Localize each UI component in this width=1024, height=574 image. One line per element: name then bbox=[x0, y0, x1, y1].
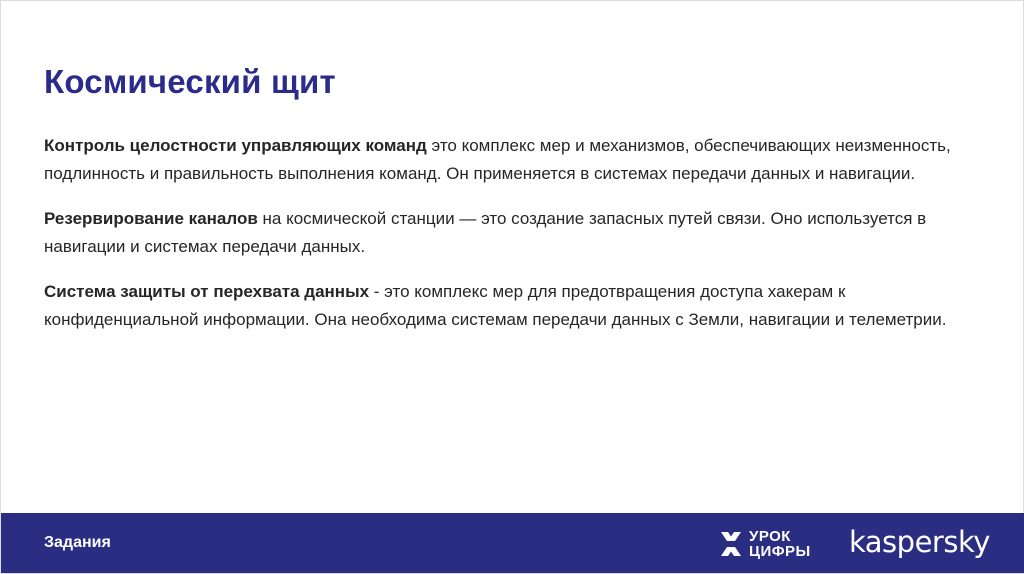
paragraph-term: Резервирование каналов bbox=[44, 209, 258, 228]
slide-title: Космический щит bbox=[44, 63, 336, 100]
paragraph-text: - это комплекс мер для предотвращения доступа хакерам к конфиденциальной информации. Она необходима системам передачи данных с Земли, навигации и телеметрии. bbox=[44, 282, 947, 329]
paragraph-integrity-control bbox=[44, 132, 984, 188]
paragraph-text: на космической станции — это создание запасных путей связи. Оно используется в навигации и системах передачи данных. bbox=[44, 209, 927, 256]
cifry-line: ЦИФРЫ bbox=[749, 543, 811, 560]
footer-bar bbox=[1, 513, 1024, 573]
urok-cifry-logo bbox=[719, 528, 811, 560]
paragraph-term: Контроль целостности управляющих команд bbox=[44, 136, 427, 155]
urok-line: УРОК bbox=[749, 528, 791, 545]
urok-cifry-logo-icon bbox=[719, 529, 743, 559]
paragraph-text: это комплекс мер и механизмов, обеспечивающих неизменность, подлинность и правильность выполнения команд. Он применяется в системах передачи данных и навигации. bbox=[44, 136, 951, 183]
paragraph-channel-redundancy bbox=[44, 205, 984, 261]
paragraph-interception-protection bbox=[44, 278, 984, 334]
footer-label: Задания bbox=[44, 534, 111, 551]
paragraph-term: Система защиты от перехвата данных bbox=[44, 282, 370, 301]
kaspersky-logo: kaspersky bbox=[849, 525, 990, 559]
urok-cifry-wordmark bbox=[749, 529, 811, 559]
slide-content bbox=[44, 132, 984, 351]
